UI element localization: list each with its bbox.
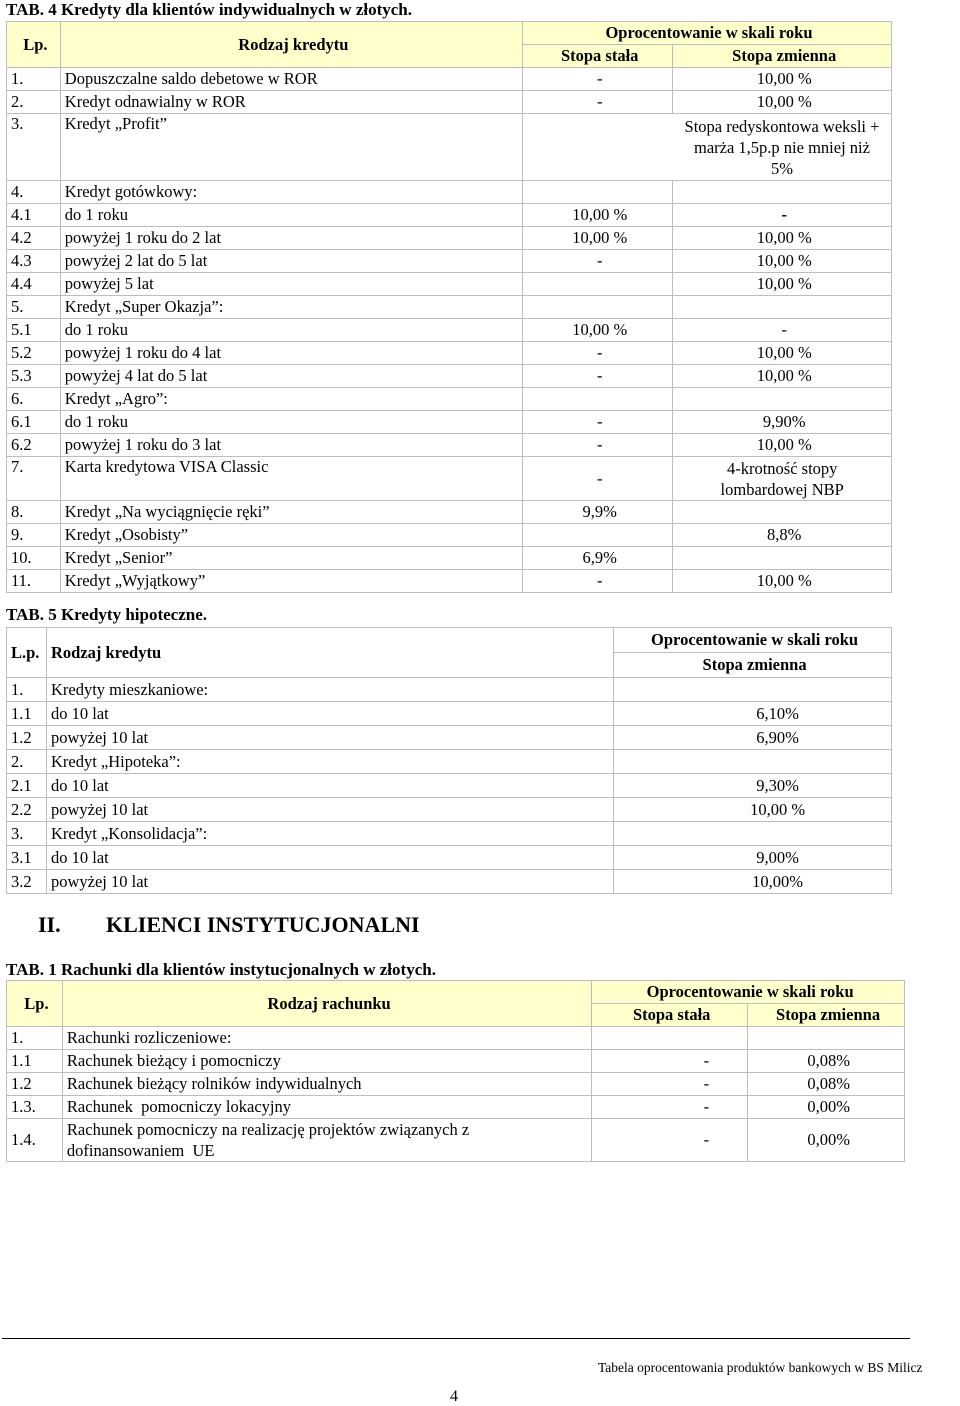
row-lp: 2. — [7, 750, 47, 774]
row-name: do 1 roku — [60, 204, 522, 227]
row-stala — [522, 181, 672, 204]
row-zmienna: 9,90% — [673, 411, 892, 434]
row-stala: - — [522, 457, 672, 501]
row-lp: 11. — [7, 570, 61, 593]
row-lp: 4.1 — [7, 204, 61, 227]
table-row — [7, 365, 892, 388]
row-lp: 3. — [7, 822, 47, 846]
table-row — [7, 91, 892, 114]
table-row — [7, 870, 892, 894]
row-note-cell — [522, 114, 891, 181]
row-stala: - — [592, 1050, 748, 1073]
table-row — [7, 411, 892, 434]
row-lp: 6.1 — [7, 411, 61, 434]
row-value: 6,90% — [614, 726, 892, 750]
table-row — [7, 547, 892, 570]
row-lp: 5.2 — [7, 342, 61, 365]
row-stala — [522, 296, 672, 319]
row-zmienna: 10,00 % — [673, 273, 892, 296]
table-row — [7, 524, 892, 547]
row-zmienna: 0,00% — [748, 1096, 905, 1119]
row-zmienna: 0,00% — [748, 1119, 905, 1162]
row-value — [614, 822, 892, 846]
row-zmienna: 10,00 % — [673, 68, 892, 91]
row-lp: 8. — [7, 501, 61, 524]
table-row — [7, 1119, 905, 1162]
table-row — [7, 750, 892, 774]
row-name: Kredyt „Konsolidacja”: — [46, 822, 613, 846]
row-name: do 10 lat — [46, 846, 613, 870]
row-stala: 10,00 % — [522, 319, 672, 342]
row-zmienna: 10,00 % — [673, 434, 892, 457]
row-lp: 1.4. — [7, 1119, 63, 1162]
row-name: Karta kredytowa VISA Classic — [60, 457, 522, 501]
row-name: do 1 roku — [60, 319, 522, 342]
row-lp: 7. — [7, 457, 61, 501]
row-lp: 1.2 — [7, 726, 47, 750]
row-lp: 4.2 — [7, 227, 61, 250]
row-zmienna — [673, 388, 892, 411]
row-stala: - — [522, 365, 672, 388]
tab4-header-zmienna: Stopa zmienna — [673, 45, 892, 68]
table-row — [7, 273, 892, 296]
row-zmienna: 8,8% — [673, 524, 892, 547]
tab1-header-zmienna: Stopa zmienna — [748, 1004, 905, 1027]
row-stala — [592, 1027, 748, 1050]
table-row — [7, 319, 892, 342]
row-name: Rachunki rozliczeniowe: — [62, 1027, 591, 1050]
tab5-header-zmienna: Stopa zmienna — [614, 653, 892, 678]
table-row — [7, 227, 892, 250]
table-row — [7, 702, 892, 726]
row-lp: 10. — [7, 547, 61, 570]
tab4-header-rodzaj: Rodzaj kredytu — [60, 22, 522, 68]
row-name: Kredyt gotówkowy: — [60, 181, 522, 204]
section-number: II. — [38, 912, 61, 937]
row-lp: 1.1 — [7, 702, 47, 726]
row-lp: 1. — [7, 1027, 63, 1050]
row-stala: - — [592, 1096, 748, 1119]
row-name: do 10 lat — [46, 702, 613, 726]
row-stala — [522, 388, 672, 411]
row-name: Kredyt „Na wyciągnięcie ręki” — [60, 501, 522, 524]
row-name: powyżej 10 lat — [46, 726, 613, 750]
row-name: Kredyt odnawialny w ROR — [60, 91, 522, 114]
row-zmienna: 0,08% — [748, 1073, 905, 1096]
row-name: Rachunek bieżący rolników indywidualnych — [62, 1073, 591, 1096]
row-lp: 5. — [7, 296, 61, 319]
row-lp: 6.2 — [7, 434, 61, 457]
row-lp: 1.3. — [7, 1096, 63, 1119]
row-zmienna: 10,00 % — [673, 365, 892, 388]
row-name: powyżej 4 lat do 5 lat — [60, 365, 522, 388]
row-zmienna — [673, 547, 892, 570]
row-lp: 1. — [7, 68, 61, 91]
section-title: KLIENCI INSTYTUCJONALNI — [106, 912, 420, 937]
tab5-header-lp: L.p. — [7, 628, 47, 678]
tab1-table — [6, 980, 905, 1162]
tab1-header-stala: Stopa stała — [592, 1004, 748, 1027]
row-lp: 6. — [7, 388, 61, 411]
tab1-header-rodzaj: Rodzaj rachunku — [62, 981, 591, 1027]
table-row — [7, 1027, 905, 1050]
row-zmienna — [673, 296, 892, 319]
row-value: 10,00 % — [614, 798, 892, 822]
row-stala: 9,9% — [522, 501, 672, 524]
row-lp: 1.2 — [7, 1073, 63, 1096]
row-note: Stopa redyskontowa weksli + marża 1,5p.p nie mniej niż 5% — [684, 116, 880, 178]
row-stala: 10,00 % — [522, 204, 672, 227]
row-value: 10,00% — [614, 870, 892, 894]
table-row — [7, 204, 892, 227]
row-name: do 10 lat — [46, 774, 613, 798]
row-zmienna: - — [673, 319, 892, 342]
row-stala: - — [592, 1073, 748, 1096]
row-lp: 2. — [7, 91, 61, 114]
row-lp: 3.1 — [7, 846, 47, 870]
row-stala: - — [522, 68, 672, 91]
row-name: Rachunek bieżący i pomocniczy — [62, 1050, 591, 1073]
row-lp: 4. — [7, 181, 61, 204]
row-zmienna — [673, 181, 892, 204]
table-row — [7, 798, 892, 822]
row-lp: 3. — [7, 114, 61, 181]
row-zmienna: 10,00 % — [673, 342, 892, 365]
row-stala: 10,00 % — [522, 227, 672, 250]
row-stala: - — [522, 434, 672, 457]
row-stala: - — [522, 342, 672, 365]
row-name: Kredyt „Osobisty” — [60, 524, 522, 547]
row-name: powyżej 1 roku do 2 lat — [60, 227, 522, 250]
section-heading — [38, 912, 420, 938]
row-lp: 2.2 — [7, 798, 47, 822]
row-name: Rachunek pomocniczy na realizację projektów związanych z dofinansowaniem UE — [62, 1119, 591, 1162]
row-value: 6,10% — [614, 702, 892, 726]
row-zmienna: 4-krotność stopy lombardowej NBP — [673, 457, 892, 501]
table-row — [7, 1073, 905, 1096]
row-zmienna: 0,08% — [748, 1050, 905, 1073]
tab4-table — [6, 21, 892, 593]
row-lp: 1.1 — [7, 1050, 63, 1073]
tab5-header-oprocentowanie: Oprocentowanie w skali roku — [614, 628, 892, 653]
tab1-header-lp: Lp. — [7, 981, 63, 1027]
tab1-header-oprocentowanie: Oprocentowanie w skali roku — [592, 981, 905, 1004]
row-name: Dopuszczalne saldo debetowe w ROR — [60, 68, 522, 91]
row-zmienna: 10,00 % — [673, 91, 892, 114]
row-stala: - — [522, 250, 672, 273]
table-row — [7, 1096, 905, 1119]
table-row — [7, 296, 892, 319]
tab5-caption: TAB. 5 Kredyty hipoteczne. — [6, 605, 207, 624]
table-row — [7, 774, 892, 798]
table-row — [7, 846, 892, 870]
table-row — [7, 457, 892, 501]
row-stala — [522, 273, 672, 296]
row-name: powyżej 1 roku do 3 lat — [60, 434, 522, 457]
table-row — [7, 181, 892, 204]
table-row — [7, 68, 892, 91]
row-name: do 1 roku — [60, 411, 522, 434]
row-zmienna — [748, 1027, 905, 1050]
row-lp: 9. — [7, 524, 61, 547]
row-name: powyżej 5 lat — [60, 273, 522, 296]
row-lp: 4.3 — [7, 250, 61, 273]
tab4-caption: TAB. 4 Kredyty dla klientów indywidualnych w złotych. — [6, 0, 413, 19]
row-value — [614, 750, 892, 774]
row-name: powyżej 2 lat do 5 lat — [60, 250, 522, 273]
row-name: Kredyt „Agro”: — [60, 388, 522, 411]
row-lp: 5.1 — [7, 319, 61, 342]
tab4-header-lp: Lp. — [7, 22, 61, 68]
page-number: 4 — [450, 1388, 458, 1405]
footer-rule — [2, 1338, 910, 1339]
row-zmienna — [673, 501, 892, 524]
table-row — [7, 342, 892, 365]
table-row — [7, 388, 892, 411]
table-row — [7, 678, 892, 702]
row-name: Rachunek pomocniczy lokacyjny — [62, 1096, 591, 1119]
tab5-table — [6, 627, 892, 894]
footer-text: Tabela oprocentowania produktów bankowych w BS Milicz — [598, 1360, 923, 1375]
row-name: Kredyt „Super Okazja”: — [60, 296, 522, 319]
row-value: 9,30% — [614, 774, 892, 798]
tab5-header-rodzaj: Rodzaj kredytu — [46, 628, 613, 678]
row-name: powyżej 1 roku do 4 lat — [60, 342, 522, 365]
table-row — [7, 250, 892, 273]
row-name: Kredyt „Senior” — [60, 547, 522, 570]
table-row — [7, 114, 892, 181]
tab4-header-stala: Stopa stała — [522, 45, 672, 68]
table-row — [7, 570, 892, 593]
row-name: Kredyt „Wyjątkowy” — [60, 570, 522, 593]
tab4-header-oprocentowanie: Oprocentowanie w skali roku — [522, 22, 891, 45]
row-zmienna: 10,00 % — [673, 227, 892, 250]
row-value: 9,00% — [614, 846, 892, 870]
row-stala: 6,9% — [522, 547, 672, 570]
table-row — [7, 726, 892, 750]
row-name: Kredyt „Hipoteka”: — [46, 750, 613, 774]
row-lp: 1. — [7, 678, 47, 702]
row-zmienna: 10,00 % — [673, 250, 892, 273]
row-lp: 4.4 — [7, 273, 61, 296]
row-name: powyżej 10 lat — [46, 798, 613, 822]
row-value — [614, 678, 892, 702]
row-lp: 2.1 — [7, 774, 47, 798]
row-stala — [522, 524, 672, 547]
row-stala: - — [592, 1119, 748, 1162]
row-stala: - — [522, 570, 672, 593]
table-row — [7, 822, 892, 846]
row-zmienna: - — [673, 204, 892, 227]
table-row — [7, 501, 892, 524]
row-name: powyżej 10 lat — [46, 870, 613, 894]
row-name: Kredyty mieszkaniowe: — [46, 678, 613, 702]
row-lp: 3.2 — [7, 870, 47, 894]
row-zmienna: 10,00 % — [673, 570, 892, 593]
row-stala: - — [522, 411, 672, 434]
row-stala: - — [522, 91, 672, 114]
table-row — [7, 1050, 905, 1073]
table-row — [7, 434, 892, 457]
tab1-caption: TAB. 1 Rachunki dla klientów instytucjonalnych w złotych. — [6, 960, 436, 979]
row-name: Kredyt „Profit” — [60, 114, 522, 181]
row-lp: 5.3 — [7, 365, 61, 388]
